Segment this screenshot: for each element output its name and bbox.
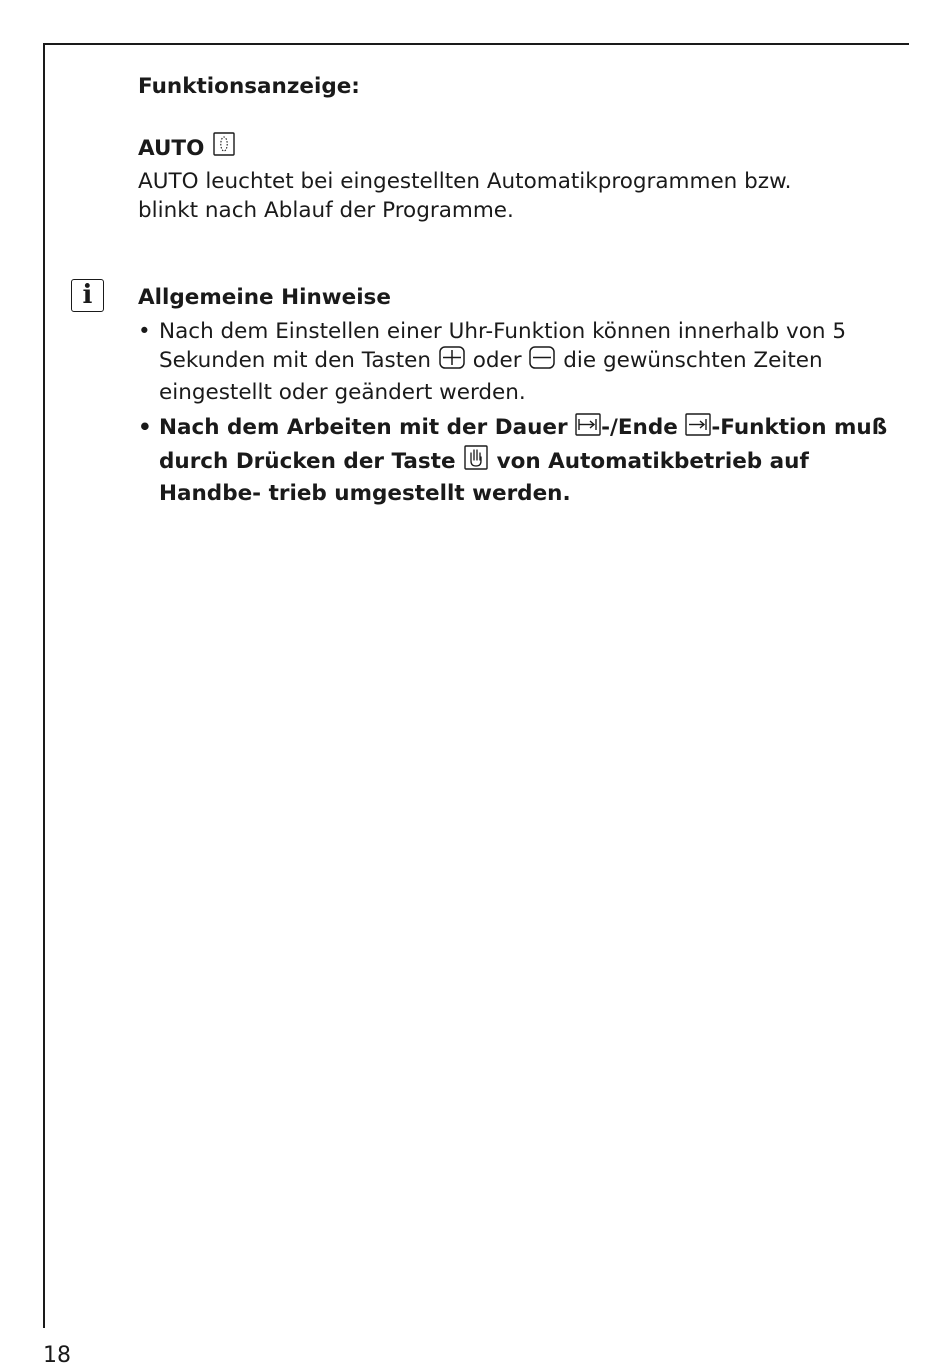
- list-item: [138, 413, 894, 508]
- info-icon-glyph: i: [82, 280, 93, 310]
- page-frame-top-rule: [43, 43, 909, 45]
- note-1-text-1: Nach dem Einstellen einer Uhr-Funktion können innerhalb von 5 Sekunden mit den Tasten: [159, 319, 847, 373]
- note-1-text-3: die gewünschten Zeiten eingestellt oder geändert werden.: [159, 348, 823, 405]
- list-item: [138, 317, 849, 407]
- spacer: [138, 102, 888, 132]
- minus-key-icon: [528, 346, 556, 378]
- general-notes-heading: Allgemeine Hinweise: [138, 285, 391, 310]
- auto-label: AUTO: [138, 136, 205, 161]
- bullet-dot: •: [138, 415, 152, 440]
- note-2-text-2: -/Ende: [601, 415, 678, 440]
- info-icon: [71, 279, 104, 312]
- spacer: [138, 225, 888, 283]
- bullet-dot: •: [138, 319, 151, 344]
- auto-indicator-icon: [212, 132, 238, 167]
- general-notes-list: [138, 317, 888, 508]
- manual-mode-hand-icon: [463, 445, 489, 479]
- end-time-icon: [685, 413, 711, 445]
- page-number: 18: [43, 1343, 71, 1368]
- plus-key-icon: [438, 346, 466, 378]
- auto-description: AUTO leuchtet bei eingestellten Automatikprogrammen bzw. blinkt nach Ablauf der Programme.: [138, 169, 792, 223]
- duration-icon: [575, 413, 601, 445]
- note-2-text-4: von Automatikbetrieb auf Handbe- trieb umgestellt werden.: [159, 449, 809, 506]
- page-content: [138, 72, 888, 514]
- auto-heading: [138, 132, 888, 167]
- note-1-text-2: oder: [472, 348, 522, 373]
- note-2-text-3: -Funktion muß durch Drücken der Taste: [159, 415, 888, 474]
- function-display-heading: Funktionsanzeige:: [138, 74, 360, 99]
- page-frame-left-rule: [43, 43, 45, 1328]
- note-2-text-1: Nach dem Arbeiten mit der Dauer: [159, 415, 568, 440]
